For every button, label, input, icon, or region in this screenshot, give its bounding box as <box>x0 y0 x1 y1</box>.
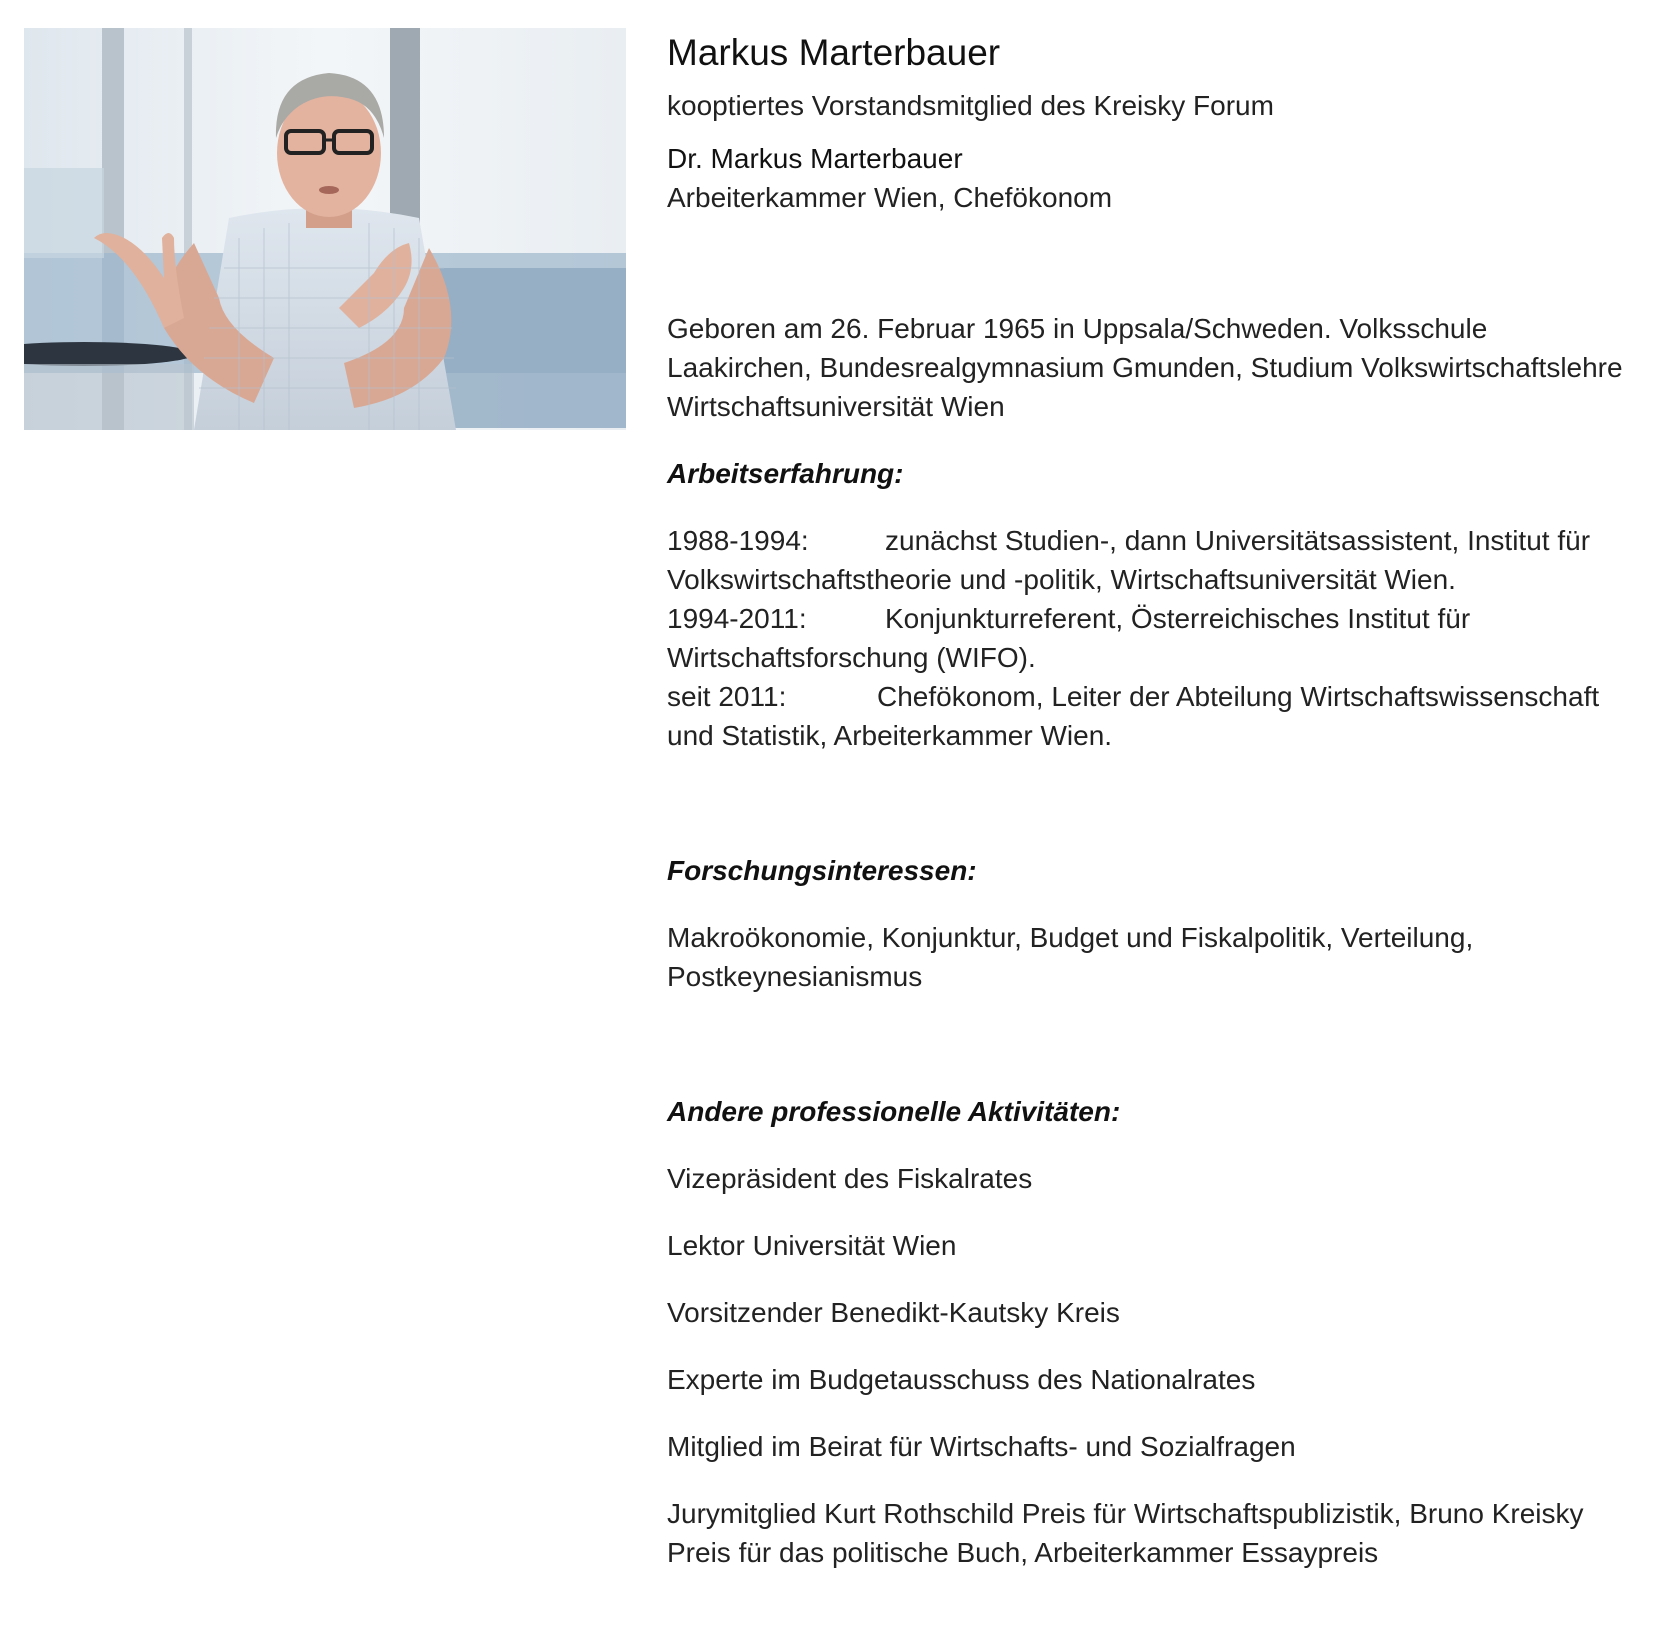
profile-employer: Arbeiterkammer Wien, Chefökonom <box>667 182 1113 213</box>
profile-full-name: Dr. Markus Marterbauer <box>667 143 963 174</box>
experience-entry <box>667 521 1627 599</box>
experience-text: zunächst Studien-, dann Universitätsassistent, Institut für Volkswirtschaftstheorie und -politik, Wirtschaftsuniversität Wien. <box>667 525 1591 595</box>
experience-heading: Arbeitserfahrung: <box>667 458 904 489</box>
activity-item: Jurymitglied Kurt Rothschild Preis für Wirtschaftspublizistik, Bruno Kreisky Preis für das politische Buch, Arbeiterkammer Essaypreis <box>667 1498 1584 1568</box>
page-title: Markus Marterbauer <box>667 32 1001 73</box>
profile-content <box>667 28 1627 1572</box>
activities-heading: Andere professionelle Aktivitäten: <box>667 1096 1121 1127</box>
activity-item: Lektor Universität Wien <box>667 1230 957 1261</box>
profile-subtitle: kooptiertes Vorstandsmitglied des Kreisky Forum <box>667 90 1274 121</box>
activity-item: Vizepräsident des Fiskalrates <box>667 1163 1033 1194</box>
portrait-photo <box>24 28 626 430</box>
experience-years: 1988-1994: <box>667 525 809 556</box>
experience-entry <box>667 677 1627 755</box>
activity-item: Mitglied im Beirat für Wirtschafts- und Sozialfragen <box>667 1431 1296 1462</box>
experience-text: Chefökonom, Leiter der Abteilung Wirtschaftswissenschaft und Statistik, Arbeiterkammer Wien. <box>667 681 1600 751</box>
research-heading: Forschungsinteressen: <box>667 855 977 886</box>
activity-item: Experte im Budgetausschuss des Nationalrates <box>667 1364 1256 1395</box>
research-text: Makroökonomie, Konjunktur, Budget und Fiskalpolitik, Verteilung, Postkeynesianismus <box>667 922 1474 992</box>
experience-years: seit 2011: <box>667 681 787 712</box>
experience-text: Konjunkturreferent, Österreichisches Institut für Wirtschaftsforschung (WIFO). <box>667 603 1471 673</box>
experience-years: 1994-2011: <box>667 603 807 634</box>
bio-text: Geboren am 26. Februar 1965 in Uppsala/Schweden. Volksschule Laakirchen, Bundesrealgymnasium Gmunden, Studium Volkswirtschaftslehre Wirtschaftsuniversität Wien <box>667 313 1623 422</box>
activity-item: Vorsitzender Benedikt-Kautsky Kreis <box>667 1297 1120 1328</box>
experience-entry <box>667 599 1627 677</box>
experience-list <box>667 521 1627 755</box>
